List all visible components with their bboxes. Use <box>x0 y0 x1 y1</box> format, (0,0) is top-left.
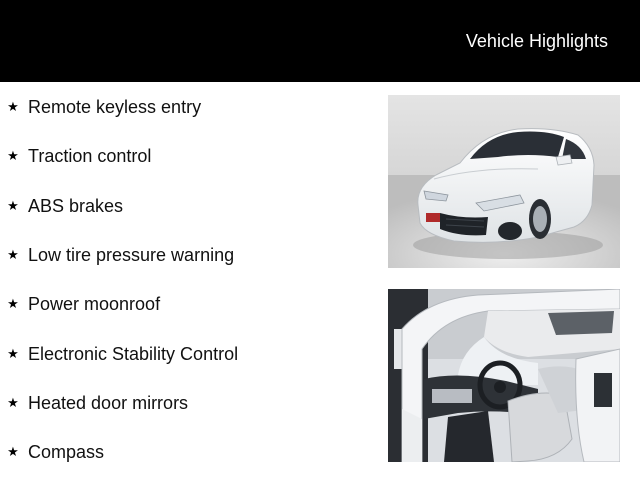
feature-item <box>6 194 123 218</box>
feature-item <box>6 342 238 366</box>
feature-item <box>6 95 201 119</box>
star-icon: ★ <box>7 247 19 262</box>
feature-label: Traction control <box>28 145 152 166</box>
page-title: Vehicle Highlights <box>465 31 608 51</box>
star-icon: ★ <box>7 296 19 311</box>
feature-label: Remote keyless entry <box>28 96 202 117</box>
feature-item <box>6 440 104 464</box>
feature-item <box>6 391 188 415</box>
feature-label: ABS brakes <box>28 195 124 216</box>
feature-label: Compass <box>28 441 105 462</box>
star-icon: ★ <box>7 148 19 163</box>
feature-item <box>6 292 160 316</box>
feature-label: Power moonroof <box>28 293 161 314</box>
feature-label: Low tire pressure warning <box>28 244 235 265</box>
star-icon: ★ <box>7 198 19 213</box>
exterior-photo <box>388 95 620 268</box>
feature-label: Heated door mirrors <box>28 392 189 413</box>
feature-list <box>0 82 380 480</box>
star-icon: ★ <box>7 395 19 410</box>
star-icon: ★ <box>7 99 19 114</box>
interior-photo <box>388 289 620 462</box>
feature-item <box>6 144 151 168</box>
feature-label: Electronic Stability Control <box>28 343 239 364</box>
header-bar <box>0 0 640 82</box>
feature-item <box>6 243 234 267</box>
star-icon: ★ <box>7 346 19 361</box>
star-icon: ★ <box>7 444 19 459</box>
